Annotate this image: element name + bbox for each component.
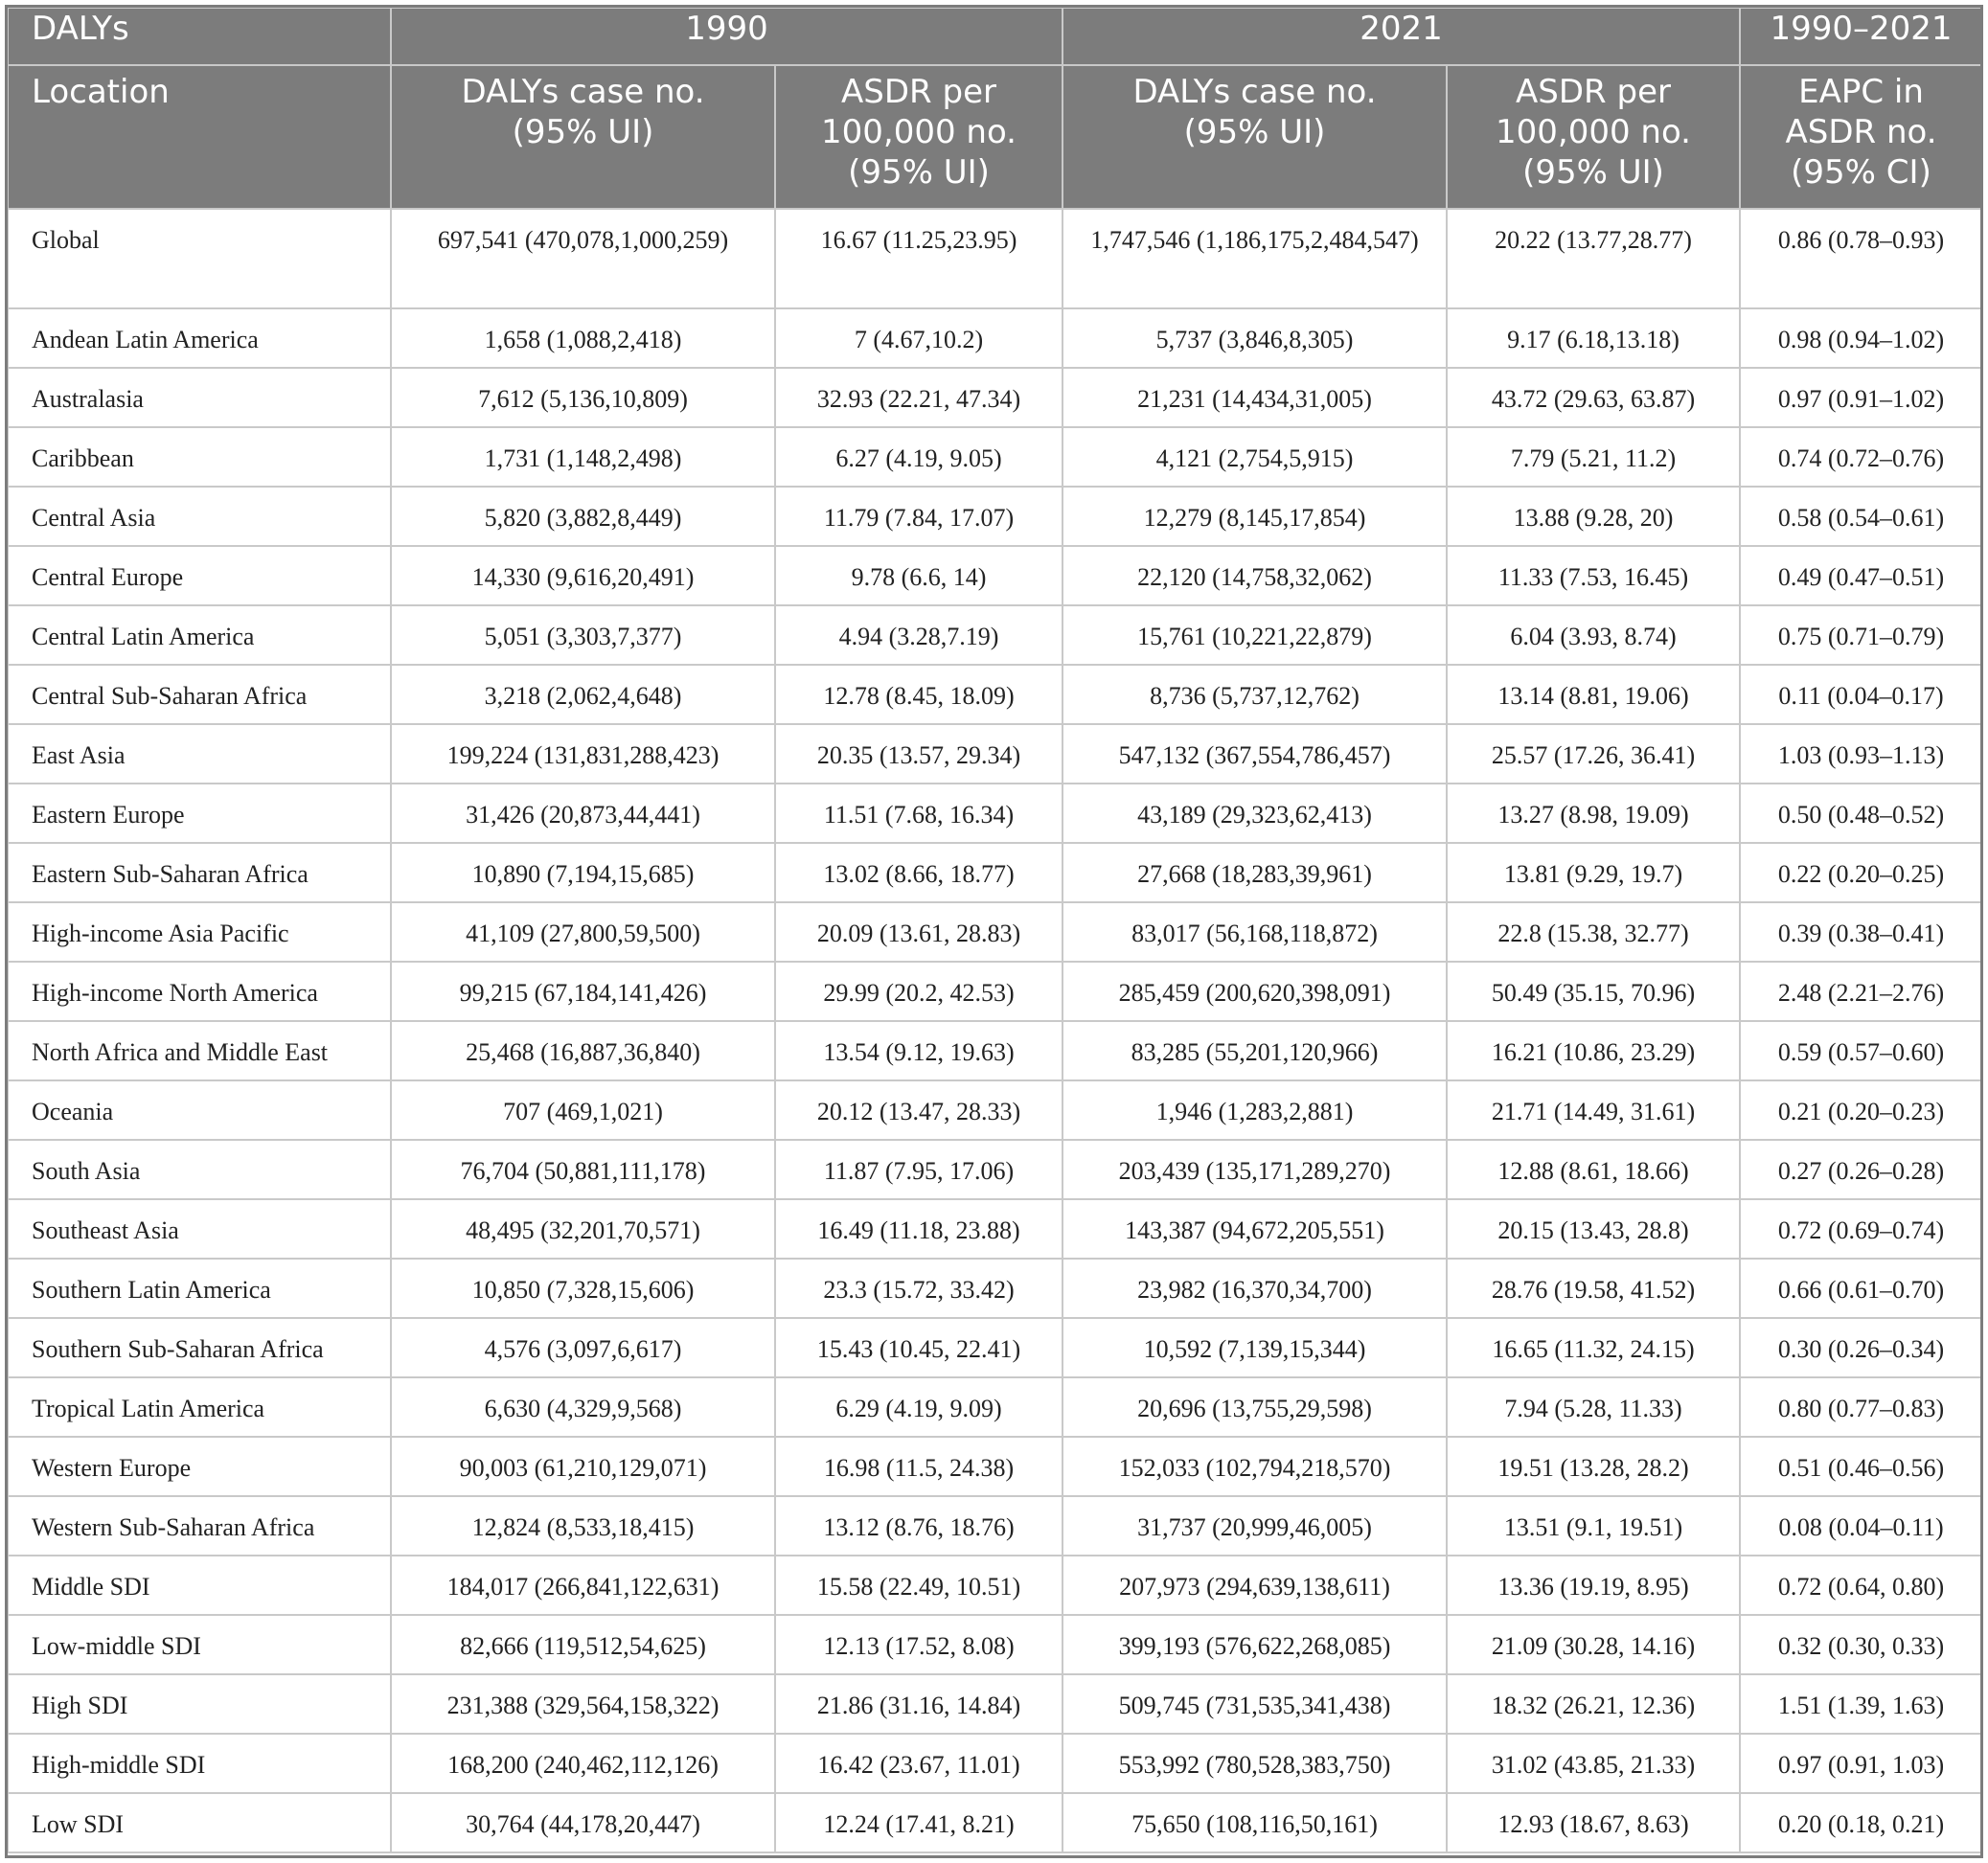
cell-asdr-1990: 6.27 (4.19, 9.05) <box>775 427 1063 487</box>
cell-dalys-1990: 10,890 (7,194,15,685) <box>391 843 775 902</box>
cell-eapc: 0.86 (0.78–0.93) <box>1740 209 1982 308</box>
cell-dalys-2021: 4,121 (2,754,5,915) <box>1063 427 1447 487</box>
cell-eapc: 0.27 (0.26–0.28) <box>1740 1140 1982 1199</box>
cell-asdr-1990: 4.94 (3.28,7.19) <box>775 605 1063 665</box>
cell-dalys-1990: 48,495 (32,201,70,571) <box>391 1199 775 1259</box>
cell-eapc: 0.49 (0.47–0.51) <box>1740 546 1982 605</box>
header-dalys-2021: DALYs case no. (95% UI) <box>1063 65 1447 209</box>
cell-dalys-1990: 12,824 (8,533,18,415) <box>391 1496 775 1556</box>
header-row-columns <box>8 65 1982 209</box>
table-row <box>8 724 1982 784</box>
cell-asdr-2021: 50.49 (35.15, 70.96) <box>1447 962 1740 1021</box>
cell-asdr-1990: 11.87 (7.95, 17.06) <box>775 1140 1063 1199</box>
cell-dalys-2021: 207,973 (294,639,138,611) <box>1063 1556 1447 1615</box>
cell-dalys-2021: 83,017 (56,168,118,872) <box>1063 902 1447 962</box>
cell-asdr-2021: 16.21 (10.86, 23.29) <box>1447 1021 1740 1080</box>
cell-location: Central Sub-Saharan Africa <box>8 665 391 724</box>
cell-location: Australasia <box>8 368 391 427</box>
dalys-table <box>7 7 1983 1853</box>
cell-dalys-2021: 10,592 (7,139,15,344) <box>1063 1318 1447 1377</box>
cell-location: Middle SDI <box>8 1556 391 1615</box>
table-row <box>8 209 1982 308</box>
table-row <box>8 843 1982 902</box>
cell-location: High SDI <box>8 1674 391 1734</box>
cell-dalys-1990: 5,051 (3,303,7,377) <box>391 605 775 665</box>
cell-dalys-2021: 8,736 (5,737,12,762) <box>1063 665 1447 724</box>
dalys-table-container <box>7 7 1981 1853</box>
cell-asdr-1990: 15.58 (22.49, 10.51) <box>775 1556 1063 1615</box>
cell-asdr-1990: 16.42 (23.67, 11.01) <box>775 1734 1063 1793</box>
cell-asdr-2021: 12.88 (8.61, 18.66) <box>1447 1140 1740 1199</box>
cell-location: North Africa and Middle East <box>8 1021 391 1080</box>
cell-location: Low-middle SDI <box>8 1615 391 1674</box>
cell-location: Central Latin America <box>8 605 391 665</box>
table-row <box>8 1021 1982 1080</box>
cell-eapc: 0.75 (0.71–0.79) <box>1740 605 1982 665</box>
cell-dalys-1990: 5,820 (3,882,8,449) <box>391 487 775 546</box>
cell-location: Southern Sub-Saharan Africa <box>8 1318 391 1377</box>
table-row <box>8 1259 1982 1318</box>
cell-asdr-2021: 13.88 (9.28, 20) <box>1447 487 1740 546</box>
cell-asdr-1990: 6.29 (4.19, 9.09) <box>775 1377 1063 1437</box>
cell-eapc: 0.32 (0.30, 0.33) <box>1740 1615 1982 1674</box>
cell-eapc: 0.30 (0.26–0.34) <box>1740 1318 1982 1377</box>
cell-dalys-2021: 1,747,546 (1,186,175,2,484,547) <box>1063 209 1447 308</box>
cell-dalys-2021: 1,946 (1,283,2,881) <box>1063 1080 1447 1140</box>
cell-asdr-1990: 12.24 (17.41, 8.21) <box>775 1793 1063 1852</box>
table-row <box>8 1674 1982 1734</box>
cell-dalys-1990: 30,764 (44,178,20,447) <box>391 1793 775 1852</box>
cell-asdr-2021: 9.17 (6.18,13.18) <box>1447 308 1740 368</box>
cell-dalys-1990: 10,850 (7,328,15,606) <box>391 1259 775 1318</box>
cell-asdr-1990: 9.78 (6.6, 14) <box>775 546 1063 605</box>
cell-asdr-1990: 20.12 (13.47, 28.33) <box>775 1080 1063 1140</box>
cell-location: East Asia <box>8 724 391 784</box>
cell-eapc: 0.72 (0.69–0.74) <box>1740 1199 1982 1259</box>
cell-dalys-2021: 20,696 (13,755,29,598) <box>1063 1377 1447 1437</box>
cell-asdr-2021: 31.02 (43.85, 21.33) <box>1447 1734 1740 1793</box>
cell-asdr-2021: 21.71 (14.49, 31.61) <box>1447 1080 1740 1140</box>
table-header <box>8 8 1982 209</box>
table-row <box>8 1734 1982 1793</box>
cell-dalys-1990: 99,215 (67,184,141,426) <box>391 962 775 1021</box>
cell-asdr-1990: 13.54 (9.12, 19.63) <box>775 1021 1063 1080</box>
header-eapc: EAPC in ASDR no. (95% CI) <box>1740 65 1982 209</box>
cell-dalys-2021: 399,193 (576,622,268,085) <box>1063 1615 1447 1674</box>
cell-dalys-2021: 285,459 (200,620,398,091) <box>1063 962 1447 1021</box>
cell-asdr-1990: 13.02 (8.66, 18.77) <box>775 843 1063 902</box>
cell-asdr-2021: 13.51 (9.1, 19.51) <box>1447 1496 1740 1556</box>
cell-dalys-2021: 203,439 (135,171,289,270) <box>1063 1140 1447 1199</box>
cell-eapc: 1.51 (1.39, 1.63) <box>1740 1674 1982 1734</box>
cell-asdr-2021: 25.57 (17.26, 36.41) <box>1447 724 1740 784</box>
table-row <box>8 427 1982 487</box>
header-range: 1990–2021 <box>1740 8 1982 65</box>
cell-location: Eastern Europe <box>8 784 391 843</box>
table-row <box>8 784 1982 843</box>
table-row <box>8 605 1982 665</box>
cell-location: Eastern Sub-Saharan Africa <box>8 843 391 902</box>
cell-asdr-2021: 28.76 (19.58, 41.52) <box>1447 1259 1740 1318</box>
cell-asdr-2021: 11.33 (7.53, 16.45) <box>1447 546 1740 605</box>
cell-dalys-1990: 199,224 (131,831,288,423) <box>391 724 775 784</box>
table-body <box>8 209 1982 1852</box>
cell-asdr-2021: 18.32 (26.21, 12.36) <box>1447 1674 1740 1734</box>
cell-asdr-2021: 13.81 (9.29, 19.7) <box>1447 843 1740 902</box>
cell-location: Central Asia <box>8 487 391 546</box>
cell-dalys-2021: 22,120 (14,758,32,062) <box>1063 546 1447 605</box>
cell-dalys-2021: 27,668 (18,283,39,961) <box>1063 843 1447 902</box>
table-row <box>8 1080 1982 1140</box>
cell-dalys-1990: 31,426 (20,873,44,441) <box>391 784 775 843</box>
cell-location: Oceania <box>8 1080 391 1140</box>
cell-eapc: 1.03 (0.93–1.13) <box>1740 724 1982 784</box>
cell-dalys-1990: 697,541 (470,078,1,000,259) <box>391 209 775 308</box>
cell-asdr-1990: 32.93 (22.21, 47.34) <box>775 368 1063 427</box>
cell-dalys-1990: 14,330 (9,616,20,491) <box>391 546 775 605</box>
table-row <box>8 1318 1982 1377</box>
cell-location: Caribbean <box>8 427 391 487</box>
table-row <box>8 1437 1982 1496</box>
cell-asdr-1990: 16.98 (11.5, 24.38) <box>775 1437 1063 1496</box>
cell-location: High-income North America <box>8 962 391 1021</box>
cell-eapc: 0.22 (0.20–0.25) <box>1740 843 1982 902</box>
header-year-2021: 2021 <box>1063 8 1740 65</box>
cell-location: Andean Latin America <box>8 308 391 368</box>
header-dalys: DALYs <box>8 8 391 65</box>
cell-eapc: 0.80 (0.77–0.83) <box>1740 1377 1982 1437</box>
cell-dalys-2021: 143,387 (94,672,205,551) <box>1063 1199 1447 1259</box>
cell-dalys-2021: 43,189 (29,323,62,413) <box>1063 784 1447 843</box>
cell-dalys-1990: 184,017 (266,841,122,631) <box>391 1556 775 1615</box>
table-row <box>8 308 1982 368</box>
cell-dalys-2021: 152,033 (102,794,218,570) <box>1063 1437 1447 1496</box>
cell-eapc: 0.20 (0.18, 0.21) <box>1740 1793 1982 1852</box>
header-row-years <box>8 8 1982 65</box>
table-row <box>8 1556 1982 1615</box>
cell-eapc: 0.11 (0.04–0.17) <box>1740 665 1982 724</box>
cell-dalys-2021: 31,737 (20,999,46,005) <box>1063 1496 1447 1556</box>
cell-asdr-1990: 7 (4.67,10.2) <box>775 308 1063 368</box>
cell-dalys-2021: 83,285 (55,201,120,966) <box>1063 1021 1447 1080</box>
cell-location: Low SDI <box>8 1793 391 1852</box>
cell-asdr-1990: 20.09 (13.61, 28.83) <box>775 902 1063 962</box>
cell-asdr-1990: 11.51 (7.68, 16.34) <box>775 784 1063 843</box>
cell-dalys-2021: 547,132 (367,554,786,457) <box>1063 724 1447 784</box>
table-row <box>8 665 1982 724</box>
cell-location: High-income Asia Pacific <box>8 902 391 962</box>
cell-asdr-1990: 12.78 (8.45, 18.09) <box>775 665 1063 724</box>
cell-eapc: 0.21 (0.20–0.23) <box>1740 1080 1982 1140</box>
cell-dalys-1990: 90,003 (61,210,129,071) <box>391 1437 775 1496</box>
table-row <box>8 546 1982 605</box>
cell-asdr-2021: 43.72 (29.63, 63.87) <box>1447 368 1740 427</box>
cell-asdr-1990: 16.67 (11.25,23.95) <box>775 209 1063 308</box>
table-row <box>8 962 1982 1021</box>
cell-location: Tropical Latin America <box>8 1377 391 1437</box>
cell-asdr-1990: 23.3 (15.72, 33.42) <box>775 1259 1063 1318</box>
cell-location: Southern Latin America <box>8 1259 391 1318</box>
cell-asdr-2021: 13.27 (8.98, 19.09) <box>1447 784 1740 843</box>
cell-asdr-2021: 19.51 (13.28, 28.2) <box>1447 1437 1740 1496</box>
header-asdr-2021: ASDR per 100,000 no. (95% UI) <box>1447 65 1740 209</box>
cell-asdr-1990: 11.79 (7.84, 17.07) <box>775 487 1063 546</box>
cell-asdr-2021: 20.15 (13.43, 28.8) <box>1447 1199 1740 1259</box>
cell-eapc: 0.97 (0.91, 1.03) <box>1740 1734 1982 1793</box>
cell-asdr-2021: 16.65 (11.32, 24.15) <box>1447 1318 1740 1377</box>
header-dalys-1990: DALYs case no. (95% UI) <box>391 65 775 209</box>
cell-dalys-2021: 23,982 (16,370,34,700) <box>1063 1259 1447 1318</box>
header-asdr-1990: ASDR per 100,000 no. (95% UI) <box>775 65 1063 209</box>
cell-dalys-1990: 707 (469,1,021) <box>391 1080 775 1140</box>
table-row <box>8 1199 1982 1259</box>
cell-asdr-2021: 7.79 (5.21, 11.2) <box>1447 427 1740 487</box>
table-row <box>8 1615 1982 1674</box>
cell-asdr-2021: 6.04 (3.93, 8.74) <box>1447 605 1740 665</box>
cell-eapc: 0.72 (0.64, 0.80) <box>1740 1556 1982 1615</box>
cell-eapc: 0.08 (0.04–0.11) <box>1740 1496 1982 1556</box>
cell-eapc: 0.97 (0.91–1.02) <box>1740 368 1982 427</box>
cell-dalys-1990: 41,109 (27,800,59,500) <box>391 902 775 962</box>
cell-dalys-2021: 15,761 (10,221,22,879) <box>1063 605 1447 665</box>
cell-eapc: 2.48 (2.21–2.76) <box>1740 962 1982 1021</box>
cell-asdr-2021: 20.22 (13.77,28.77) <box>1447 209 1740 308</box>
cell-dalys-1990: 82,666 (119,512,54,625) <box>391 1615 775 1674</box>
cell-dalys-1990: 4,576 (3,097,6,617) <box>391 1318 775 1377</box>
cell-asdr-2021: 13.36 (19.19, 8.95) <box>1447 1556 1740 1615</box>
table-row <box>8 1377 1982 1437</box>
cell-asdr-1990: 13.12 (8.76, 18.76) <box>775 1496 1063 1556</box>
cell-dalys-1990: 6,630 (4,329,9,568) <box>391 1377 775 1437</box>
cell-dalys-2021: 5,737 (3,846,8,305) <box>1063 308 1447 368</box>
table-row <box>8 902 1982 962</box>
cell-location: Central Europe <box>8 546 391 605</box>
cell-dalys-1990: 1,731 (1,148,2,498) <box>391 427 775 487</box>
cell-eapc: 0.74 (0.72–0.76) <box>1740 427 1982 487</box>
cell-asdr-2021: 21.09 (30.28, 14.16) <box>1447 1615 1740 1674</box>
cell-asdr-1990: 12.13 (17.52, 8.08) <box>775 1615 1063 1674</box>
cell-dalys-2021: 21,231 (14,434,31,005) <box>1063 368 1447 427</box>
cell-eapc: 0.51 (0.46–0.56) <box>1740 1437 1982 1496</box>
cell-eapc: 0.66 (0.61–0.70) <box>1740 1259 1982 1318</box>
cell-eapc: 0.39 (0.38–0.41) <box>1740 902 1982 962</box>
cell-dalys-2021: 12,279 (8,145,17,854) <box>1063 487 1447 546</box>
table-row <box>8 1140 1982 1199</box>
cell-dalys-2021: 75,650 (108,116,50,161) <box>1063 1793 1447 1852</box>
cell-asdr-2021: 12.93 (18.67, 8.63) <box>1447 1793 1740 1852</box>
cell-asdr-2021: 22.8 (15.38, 32.77) <box>1447 902 1740 962</box>
cell-asdr-2021: 7.94 (5.28, 11.33) <box>1447 1377 1740 1437</box>
cell-asdr-1990: 29.99 (20.2, 42.53) <box>775 962 1063 1021</box>
cell-dalys-1990: 1,658 (1,088,2,418) <box>391 308 775 368</box>
cell-dalys-1990: 7,612 (5,136,10,809) <box>391 368 775 427</box>
cell-location: Western Europe <box>8 1437 391 1496</box>
cell-eapc: 0.59 (0.57–0.60) <box>1740 1021 1982 1080</box>
cell-location: High-middle SDI <box>8 1734 391 1793</box>
cell-location: South Asia <box>8 1140 391 1199</box>
cell-dalys-2021: 553,992 (780,528,383,750) <box>1063 1734 1447 1793</box>
cell-dalys-2021: 509,745 (731,535,341,438) <box>1063 1674 1447 1734</box>
cell-location: Western Sub-Saharan Africa <box>8 1496 391 1556</box>
table-row <box>8 487 1982 546</box>
header-location: Location <box>8 65 391 209</box>
table-row <box>8 368 1982 427</box>
cell-eapc: 0.98 (0.94–1.02) <box>1740 308 1982 368</box>
header-year-1990: 1990 <box>391 8 1063 65</box>
cell-location: Global <box>8 209 391 308</box>
cell-asdr-2021: 13.14 (8.81, 19.06) <box>1447 665 1740 724</box>
cell-dalys-1990: 231,388 (329,564,158,322) <box>391 1674 775 1734</box>
cell-eapc: 0.50 (0.48–0.52) <box>1740 784 1982 843</box>
table-row <box>8 1496 1982 1556</box>
cell-dalys-1990: 25,468 (16,887,36,840) <box>391 1021 775 1080</box>
cell-dalys-1990: 76,704 (50,881,111,178) <box>391 1140 775 1199</box>
cell-dalys-1990: 3,218 (2,062,4,648) <box>391 665 775 724</box>
cell-asdr-1990: 21.86 (31.16, 14.84) <box>775 1674 1063 1734</box>
cell-dalys-1990: 168,200 (240,462,112,126) <box>391 1734 775 1793</box>
cell-asdr-1990: 16.49 (11.18, 23.88) <box>775 1199 1063 1259</box>
cell-eapc: 0.58 (0.54–0.61) <box>1740 487 1982 546</box>
cell-asdr-1990: 15.43 (10.45, 22.41) <box>775 1318 1063 1377</box>
cell-location: Southeast Asia <box>8 1199 391 1259</box>
table-row <box>8 1793 1982 1852</box>
cell-asdr-1990: 20.35 (13.57, 29.34) <box>775 724 1063 784</box>
